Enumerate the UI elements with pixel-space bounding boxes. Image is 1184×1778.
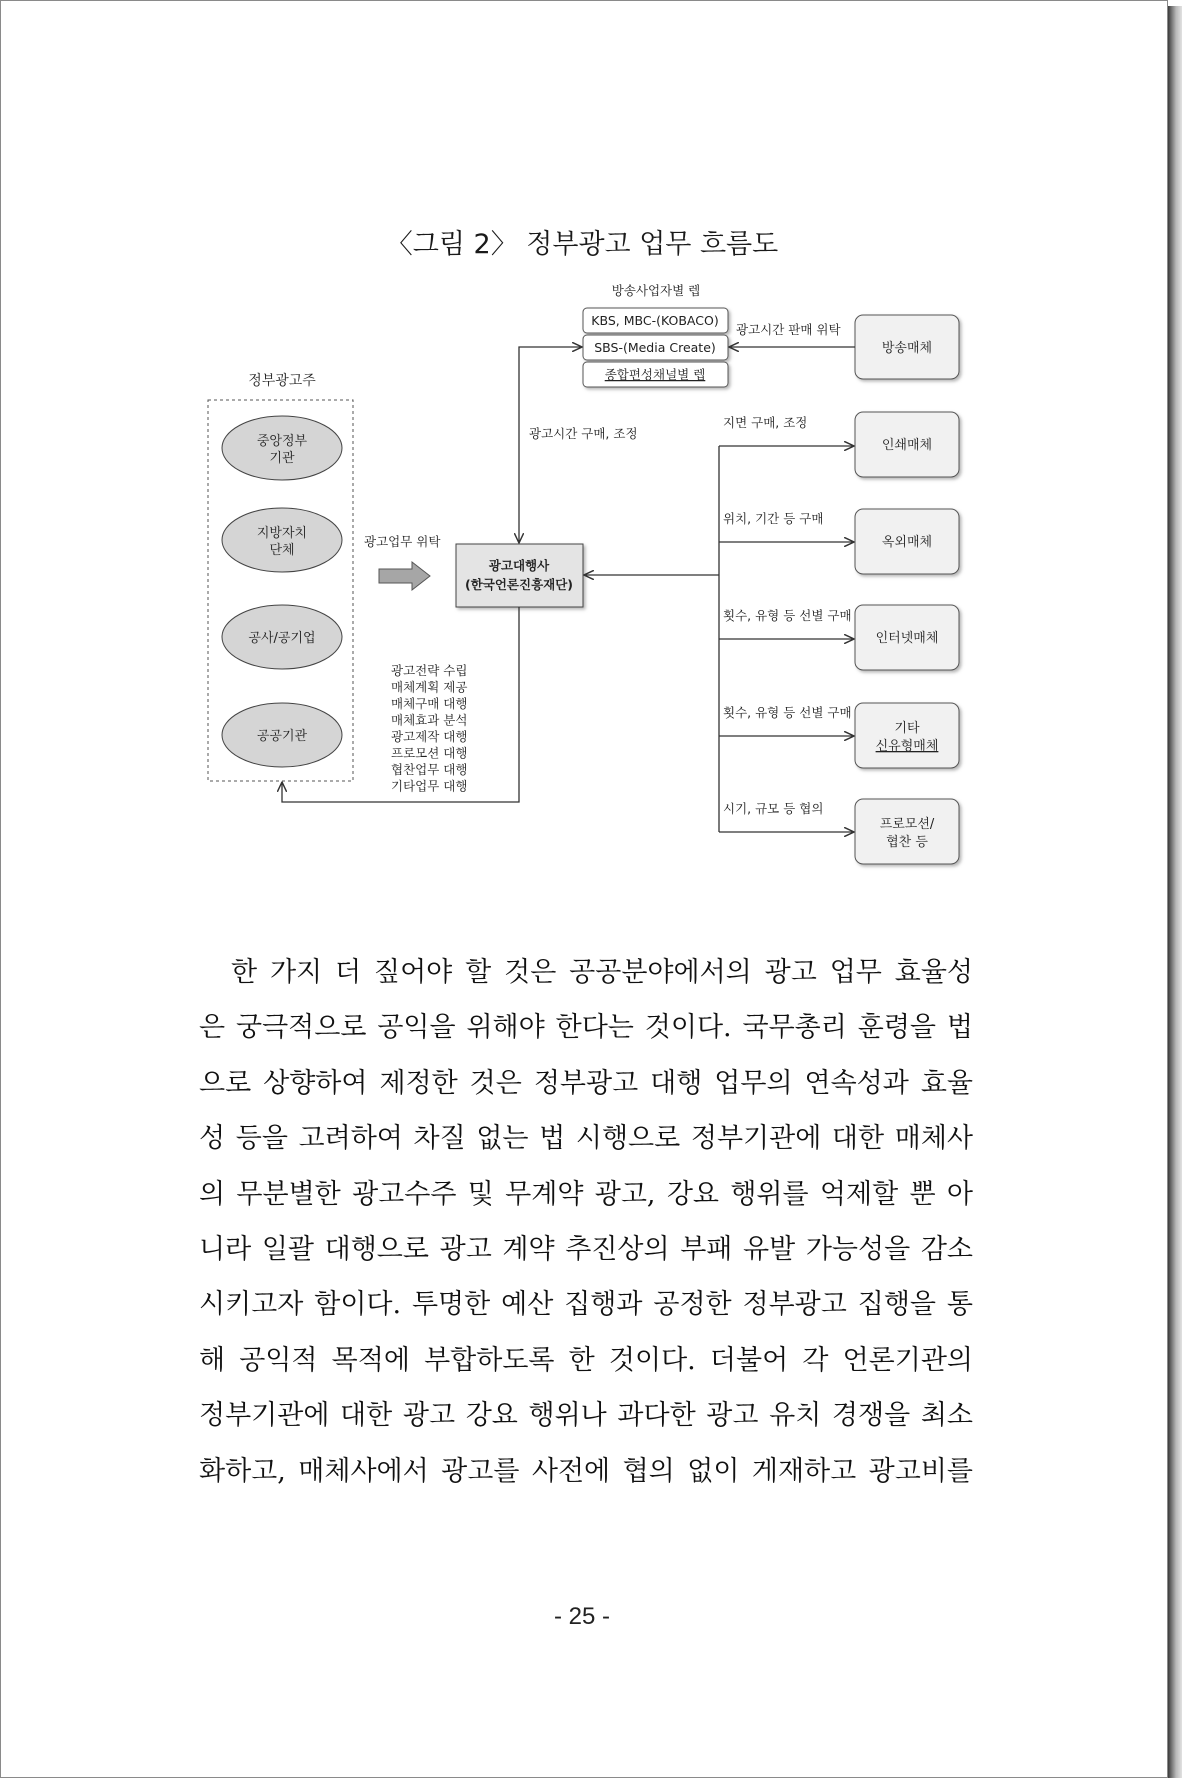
media-label: 인쇄매체 [881, 438, 933, 453]
broadcast-rep-label: 종합편성채널별 렙 [604, 367, 706, 382]
broadcast-media-label: 방송매체 [881, 341, 933, 356]
airtime-purchase-arrow [519, 347, 582, 543]
channel-label: 시기, 규모 등 협의 [723, 801, 824, 816]
agency-service-item: 매체계획 제공 [391, 679, 468, 695]
agency-service-item: 협찬업무 대행 [391, 762, 468, 777]
agency-service-item: 프로모션 대행 [391, 745, 468, 761]
body-paragraph [199, 945, 973, 1499]
media-label: 옥외매체 [881, 535, 933, 550]
agency-service-item: 매체구매 대행 [391, 696, 468, 711]
broadcast-rep-label: KBS, MBC-(KOBACO) [591, 313, 719, 328]
advertisers-title: 정부광고주 [248, 373, 316, 389]
media-label: 기타 [894, 721, 920, 736]
broadcast-rep-label: SBS-(Media Create) [594, 340, 716, 355]
agency-service-item: 매체효과 분석 [391, 712, 468, 728]
broadcast-rep-stack [583, 308, 728, 387]
advertiser-label: 단체 [269, 543, 295, 558]
body-line: 성 등을 고려하여 차질 없는 법 시행으로 정부기관에 대한 매체사 [199, 1123, 973, 1155]
agency-service-item: 광고제작 대행 [391, 729, 468, 744]
channel-label: 횟수, 유형 등 선별 구매 [723, 608, 852, 623]
broadcast-rep-title: 방송사업자별 렙 [611, 283, 701, 298]
delegation-block-arrow [379, 562, 430, 590]
figure-caption: 〈그림 2〉 정부광고 업무 흐름도 [385, 229, 779, 260]
media-label: 협찬 등 [886, 835, 928, 850]
body-line: 해 공익적 목적에 부합하도록 한 것이다. 더불어 각 언론기관의 [199, 1344, 973, 1376]
body-line: 으로 상향하여 제정한 것은 정부광고 대행 업무의 연속성과 효율 [199, 1067, 973, 1099]
page-number: - 25 - [553, 1603, 610, 1630]
media-label: 인터넷매체 [875, 631, 939, 646]
body-line: 정부기관에 대한 광고 강요 행위나 과다한 광고 유치 경쟁을 최소 [199, 1400, 973, 1432]
media-label: 신유형매체 [875, 739, 939, 754]
agency-name: 광고대행사 [488, 558, 550, 573]
channel-label: 횟수, 유형 등 선별 구매 [723, 705, 852, 720]
page-edge-shadow [1168, 6, 1182, 1778]
channel-label: 지면 구매, 조정 [723, 415, 808, 430]
advertiser-label: 공사/공기업 [248, 631, 316, 646]
body-line: 의 무분별한 광고수주 및 무계약 광고, 강요 행위를 억제할 뿐 아 [199, 1178, 973, 1210]
body-line: 니라 일괄 대행으로 광고 계약 추진상의 부패 유발 가능성을 감소 [199, 1233, 973, 1265]
channel-label: 위치, 기간 등 구매 [723, 511, 824, 526]
broadcast-sale-label: 광고시간 판매 위탁 [736, 322, 841, 337]
body-line: 은 궁극적으로 공익을 위해야 한다는 것이다. 국무총리 훈령을 법 [199, 1012, 973, 1044]
advertiser-label: 공공기관 [256, 729, 308, 744]
body-line: 화하고, 매체사에서 광고를 사전에 협의 없이 게재하고 광고비를 [199, 1455, 973, 1487]
delegation-label: 광고업무 위탁 [364, 534, 441, 549]
airtime-label: 광고시간 구매, 조정 [529, 426, 638, 441]
agency-service-item: 기타업무 대행 [391, 778, 468, 794]
body-line: 시키고자 함이다. 투명한 예산 집행과 공정한 정부광고 집행을 통 [199, 1289, 973, 1321]
media-label: 프로모션/ [879, 817, 935, 832]
agency-org: (한국언론진흥재단) [464, 577, 574, 592]
workflow-diagram [1, 1, 1167, 881]
body-line: 한 가지 더 짚어야 할 것은 공공분야에서의 광고 업무 효율성 [231, 957, 973, 988]
advertiser-label: 중앙정부 [256, 434, 308, 449]
advertiser-label: 지방자치 [256, 526, 308, 541]
agency-box [456, 544, 583, 607]
agency-services-list [391, 663, 467, 794]
advertiser-label: 기관 [269, 451, 295, 466]
agency-service-item: 광고전략 수립 [391, 663, 468, 678]
